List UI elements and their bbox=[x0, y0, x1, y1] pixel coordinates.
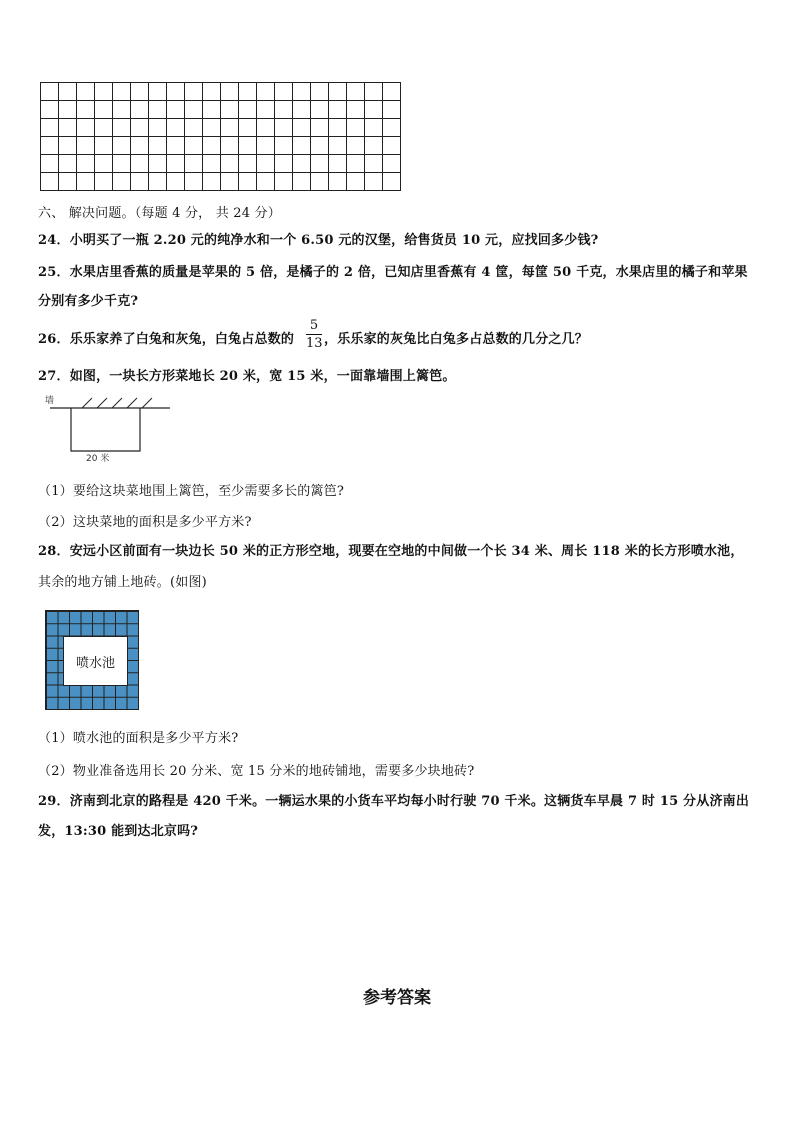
grid-cell bbox=[95, 155, 113, 173]
grid-cell bbox=[41, 101, 59, 119]
question-26-before: 26．乐乐家养了白兔和灰兔，白兔占总数的 bbox=[38, 332, 295, 347]
grid-row bbox=[41, 119, 401, 137]
grid-cell bbox=[257, 83, 275, 101]
wall-hatch bbox=[127, 398, 137, 408]
grid-cell bbox=[365, 155, 383, 173]
grid-cell bbox=[167, 101, 185, 119]
grid-cell bbox=[221, 173, 239, 191]
grid-cell bbox=[311, 173, 329, 191]
grid-cell bbox=[275, 155, 293, 173]
grid-cell bbox=[347, 119, 365, 137]
grid-cell bbox=[113, 137, 131, 155]
grid-cell bbox=[239, 119, 257, 137]
grid-cell bbox=[203, 155, 221, 173]
grid-cell bbox=[311, 155, 329, 173]
grid-cell bbox=[77, 101, 95, 119]
wall-hatch bbox=[112, 398, 122, 408]
fraction-numerator: 5 bbox=[309, 318, 319, 333]
grid-cell bbox=[347, 83, 365, 101]
grid-cell bbox=[131, 119, 149, 137]
grid-cell bbox=[311, 101, 329, 119]
grid-cell bbox=[185, 155, 203, 173]
grid-cell bbox=[221, 101, 239, 119]
grid-cell bbox=[365, 173, 383, 191]
grid-cell bbox=[77, 137, 95, 155]
question-28-sub-1: （1）喷水池的面积是多少平方米? bbox=[38, 731, 239, 746]
question-25-line-1: 25．水果店里香蕉的质量是苹果的 5 倍，是橘子的 2 倍，已知店里香蕉有 4 筐，每筐 50 千克，水果店里的橘子和苹果 bbox=[38, 265, 748, 280]
grid-cell bbox=[185, 119, 203, 137]
fountain-pool: 喷水池 bbox=[63, 636, 128, 686]
question-29-line-1: 29．济南到北京的路程是 420 千米。一辆运水果的小货车平均每小时行驶 70 千米。这辆货车早晨 7 时 15 分从济南出 bbox=[38, 794, 750, 809]
grid-cell bbox=[383, 83, 401, 101]
grid-cell bbox=[77, 83, 95, 101]
grid-cell bbox=[59, 155, 77, 173]
grid-cell bbox=[59, 137, 77, 155]
fraction-5-13 bbox=[306, 318, 322, 351]
question-25-line-2: 分别有多少千克? bbox=[38, 294, 139, 309]
grid-cell bbox=[329, 155, 347, 173]
fraction-bar bbox=[306, 334, 322, 335]
grid-cell bbox=[347, 173, 365, 191]
grid-cell bbox=[383, 119, 401, 137]
grid-cell bbox=[113, 155, 131, 173]
question-26-after: ，乐乐家的灰兔比白兔多占总数的几分之几？ bbox=[324, 332, 589, 347]
question-27-sub-2: （2）这块菜地的面积是多少平方米? bbox=[38, 515, 252, 530]
grid-cell bbox=[185, 83, 203, 101]
vegetable-plot-figure bbox=[44, 393, 174, 463]
grid-cell bbox=[203, 119, 221, 137]
grid-cell bbox=[131, 137, 149, 155]
grid-cell bbox=[347, 101, 365, 119]
grid-cell bbox=[41, 119, 59, 137]
grid-cell bbox=[221, 119, 239, 137]
grid-cell bbox=[131, 101, 149, 119]
grid-cell bbox=[149, 173, 167, 191]
grid-cell bbox=[59, 173, 77, 191]
grid-cell bbox=[149, 119, 167, 137]
grid-cell bbox=[275, 83, 293, 101]
grid-cell bbox=[329, 83, 347, 101]
grid-cell bbox=[239, 137, 257, 155]
grid-row bbox=[41, 83, 401, 101]
grid-cell bbox=[113, 83, 131, 101]
grid-cell bbox=[59, 83, 77, 101]
grid-cell bbox=[383, 155, 401, 173]
grid-cell bbox=[257, 155, 275, 173]
grid-cell bbox=[95, 137, 113, 155]
grid-row bbox=[41, 155, 401, 173]
grid-cell bbox=[95, 173, 113, 191]
question-27-sub-1: （1）要给这块菜地围上篱笆，至少需要多长的篱笆? bbox=[38, 484, 345, 499]
grid-cell bbox=[77, 155, 95, 173]
grid-cell bbox=[221, 155, 239, 173]
grid-row bbox=[41, 137, 401, 155]
grid-cell bbox=[149, 101, 167, 119]
grid-cell bbox=[293, 173, 311, 191]
grid-cell bbox=[293, 101, 311, 119]
fence-outline bbox=[71, 408, 140, 451]
grid-cell bbox=[41, 137, 59, 155]
answer-section-title: 参考答案 bbox=[363, 988, 431, 1008]
grid-cell bbox=[239, 155, 257, 173]
grid-cell bbox=[77, 173, 95, 191]
grid-cell bbox=[167, 83, 185, 101]
grid-cell bbox=[329, 101, 347, 119]
grid-cell bbox=[365, 83, 383, 101]
question-29-line-2: 发，13:30 能到达北京吗? bbox=[38, 824, 199, 839]
grid-cell bbox=[239, 83, 257, 101]
grid-cell bbox=[95, 101, 113, 119]
grid-cell bbox=[41, 173, 59, 191]
grid-cell bbox=[185, 137, 203, 155]
grid-cell bbox=[221, 137, 239, 155]
wall-hatch bbox=[142, 398, 152, 408]
grid-cell bbox=[113, 101, 131, 119]
grid-cell bbox=[347, 137, 365, 155]
grid-cell bbox=[95, 119, 113, 137]
grid-cell bbox=[167, 137, 185, 155]
grid-cell bbox=[329, 119, 347, 137]
section-six-title: 六、 解决问题。（每题 4 分， 共 24 分） bbox=[38, 206, 281, 221]
grid-cell bbox=[293, 83, 311, 101]
grid-cell bbox=[167, 173, 185, 191]
grid-cell bbox=[203, 83, 221, 101]
grid-cell bbox=[221, 83, 239, 101]
grid-cell bbox=[275, 137, 293, 155]
grid-cell bbox=[131, 83, 149, 101]
grid-cell bbox=[185, 173, 203, 191]
grid-cell bbox=[329, 137, 347, 155]
grid-cell bbox=[383, 173, 401, 191]
grid-cell bbox=[311, 137, 329, 155]
grid-cell bbox=[203, 137, 221, 155]
grid-cell bbox=[275, 101, 293, 119]
grid-cell bbox=[257, 119, 275, 137]
grid-cell bbox=[311, 83, 329, 101]
grid-cell bbox=[275, 173, 293, 191]
grid-cell bbox=[149, 137, 167, 155]
grid-cell bbox=[257, 173, 275, 191]
grid-cell bbox=[167, 155, 185, 173]
answer-grid bbox=[40, 82, 401, 191]
grid-cell bbox=[41, 83, 59, 101]
grid-cell bbox=[167, 119, 185, 137]
grid-cell bbox=[275, 119, 293, 137]
grid-cell bbox=[113, 173, 131, 191]
grid-cell bbox=[365, 101, 383, 119]
grid-cell bbox=[257, 137, 275, 155]
question-27: 27．如图，一块长方形菜地长 20 米，宽 15 米，一面靠墙围上篱笆。 bbox=[38, 369, 456, 384]
wall-hatch bbox=[97, 398, 107, 408]
length-label: 20 米 bbox=[86, 454, 110, 463]
grid-cell bbox=[383, 137, 401, 155]
grid-cell bbox=[113, 119, 131, 137]
grid-cell bbox=[77, 119, 95, 137]
wall-hatch bbox=[82, 398, 92, 408]
grid-row bbox=[41, 173, 401, 191]
question-28-line-1: 28．安远小区前面有一块边长 50 米的正方形空地，现要在空地的中间做一个长 34 米、周长 118 米的长方形喷水池， bbox=[38, 544, 744, 559]
question-24: 24．小明买了一瓶 2.20 元的纯净水和一个 6.50 元的汉堡，给售货员 10 元，应找回多少钱? bbox=[38, 233, 599, 248]
grid-cell bbox=[365, 119, 383, 137]
grid-cell bbox=[293, 155, 311, 173]
question-28-line-2: 其余的地方铺上地砖。(如图) bbox=[38, 575, 207, 590]
grid-cell bbox=[203, 101, 221, 119]
grid-cell bbox=[131, 155, 149, 173]
grid-cell bbox=[59, 119, 77, 137]
fountain-tile-figure bbox=[45, 610, 139, 710]
grid-cell bbox=[131, 173, 149, 191]
grid-cell bbox=[59, 101, 77, 119]
grid-cell bbox=[203, 173, 221, 191]
question-28-sub-2: （2）物业准备选用长 20 分米、宽 15 分米的地砖铺地，需要多少块地砖? bbox=[38, 764, 475, 779]
grid-row bbox=[41, 101, 401, 119]
grid-cell bbox=[293, 137, 311, 155]
grid-cell bbox=[257, 101, 275, 119]
fraction-denominator: 13 bbox=[306, 336, 323, 351]
grid-cell bbox=[347, 155, 365, 173]
grid-cell bbox=[95, 83, 113, 101]
grid-cell bbox=[311, 119, 329, 137]
wall-label: 墙 bbox=[45, 396, 55, 406]
grid-cell bbox=[149, 155, 167, 173]
grid-cell bbox=[239, 101, 257, 119]
grid-cell bbox=[149, 83, 167, 101]
grid-cell bbox=[383, 101, 401, 119]
grid-cell bbox=[329, 173, 347, 191]
grid-cell bbox=[185, 101, 203, 119]
grid-cell bbox=[239, 173, 257, 191]
grid-cell bbox=[41, 155, 59, 173]
grid-cell bbox=[293, 119, 311, 137]
grid-cell bbox=[365, 137, 383, 155]
